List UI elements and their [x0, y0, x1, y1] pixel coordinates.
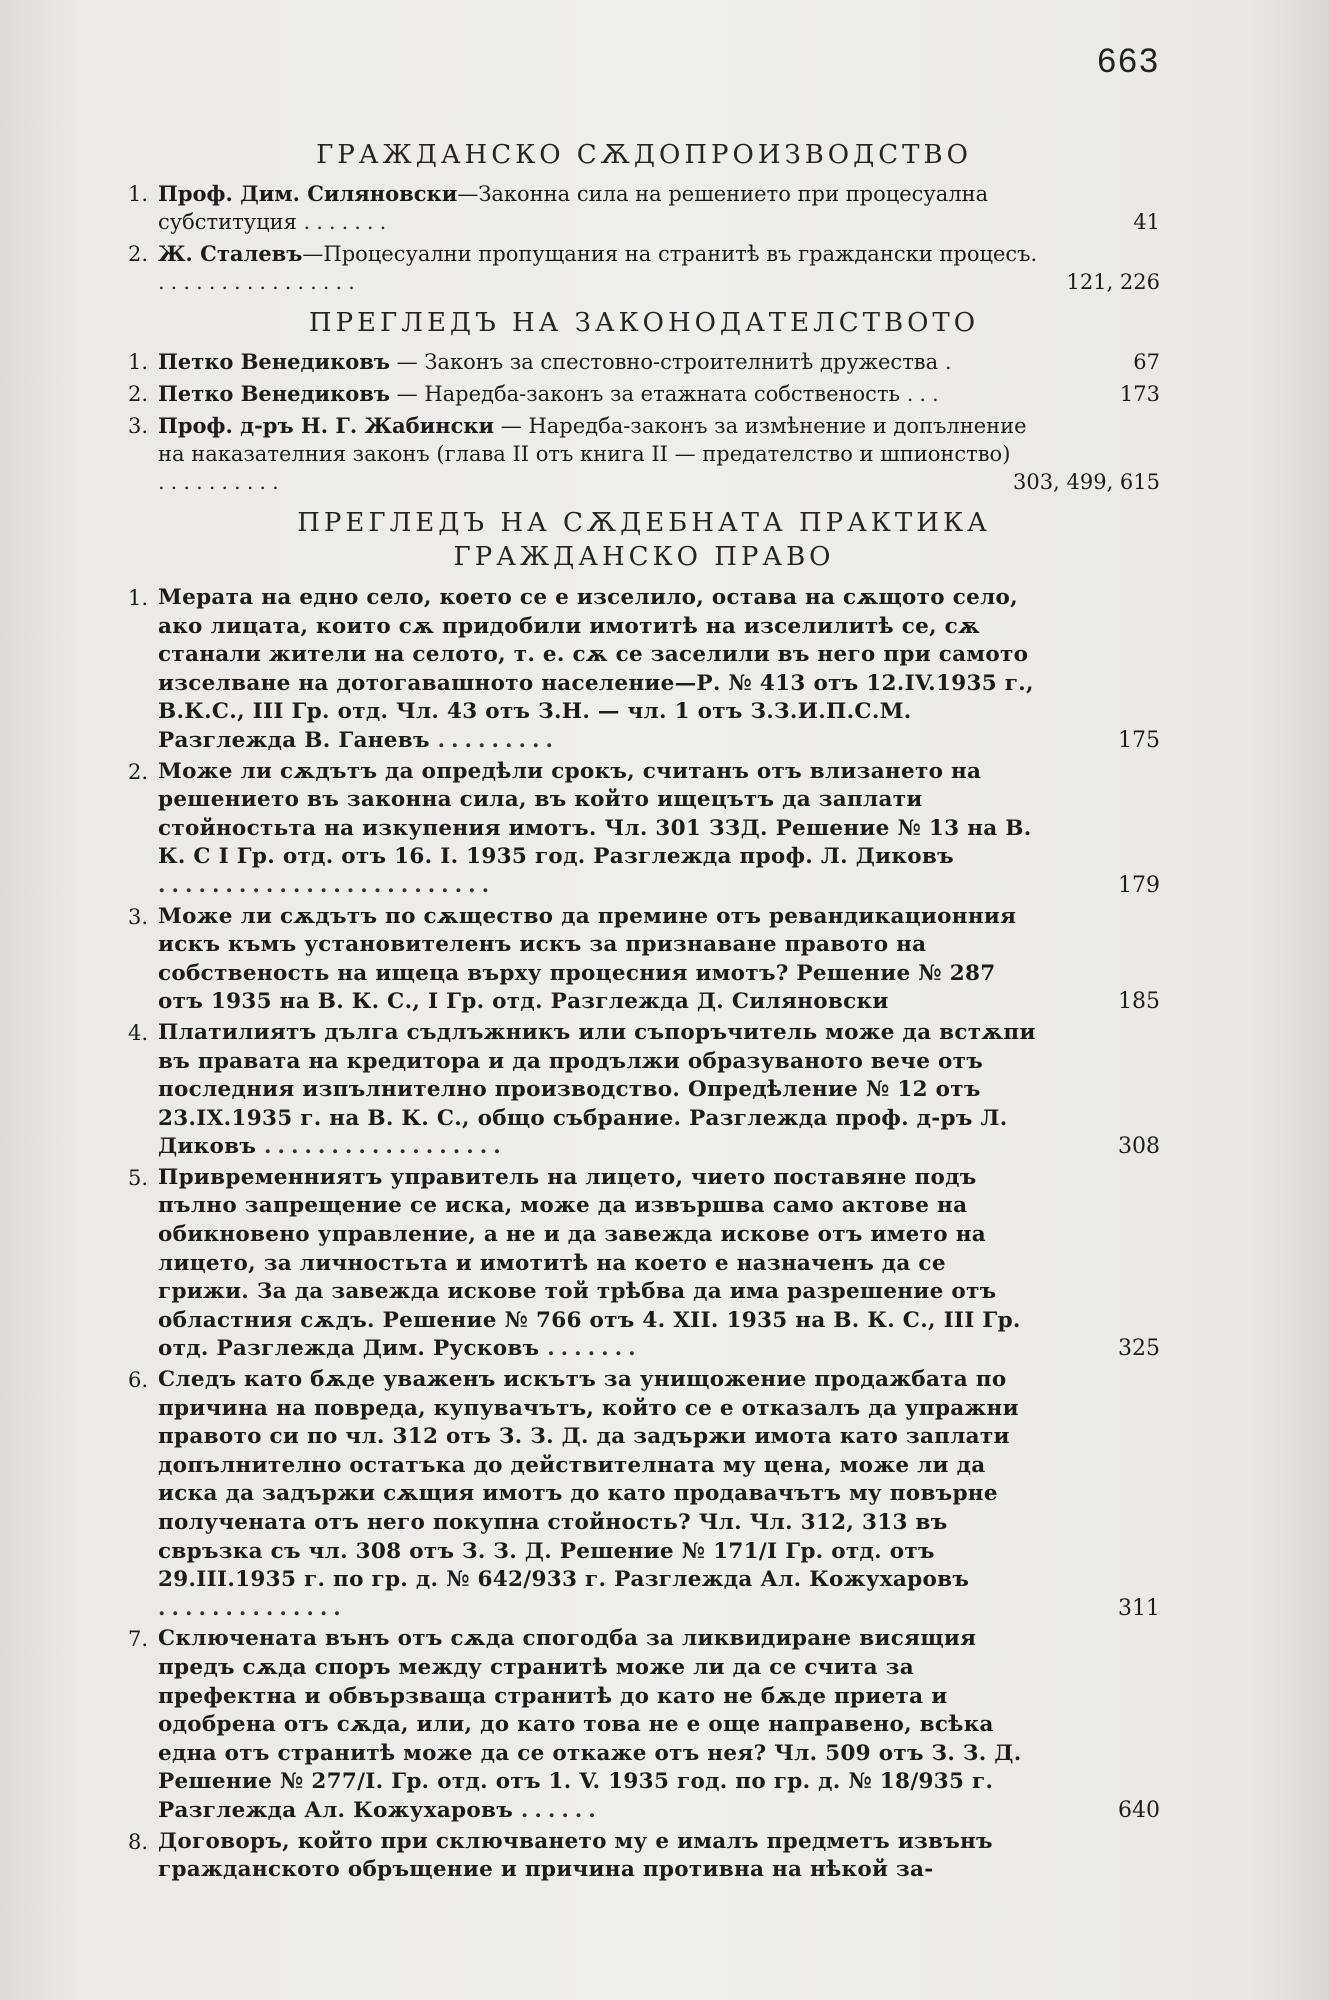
- index-entry: [128, 1625, 1160, 1825]
- entry-pages: 325: [1118, 1336, 1160, 1362]
- leader-dots: ...: [906, 382, 945, 406]
- entry-author: Петко Венедиковъ: [158, 381, 390, 406]
- entry-number: 1.: [128, 182, 149, 206]
- index-entry: [128, 1164, 1160, 1364]
- leader-dots: ..................: [263, 1134, 507, 1160]
- index-entry: [128, 180, 1160, 236]
- entry-pages: 640: [1118, 1797, 1160, 1823]
- section-case-law-review: [128, 506, 1160, 1885]
- entry-title: Следъ като бѫде уваженъ искътъ за унищожение продажбата по причина на повреда, купувачътъ, който се е отказалъ да упражни правото си по чл. 312 отъ З. З. Д. да задържи имота като заплати допълнително остатъка до действителната му цена, може ли да иска да задържи сѫщия имотъ до като продавачътъ му повърне получената отъ него покупна стойность? Чл. Чл. 312, 313 въ свръзка съ чл. 308 отъ З. З. Д. Решение № 171/I Гр. отд. отъ 29.III.1935 г. по гр. д. № 642/933 г. Разглежда Ал. Кожухаровъ: [158, 1367, 1019, 1593]
- entry-number: 6.: [128, 1368, 149, 1393]
- index-entry: [128, 240, 1160, 296]
- section-legislation-review: [128, 306, 1160, 496]
- index-entry: [128, 758, 1160, 901]
- entry-author: Проф. Дим. Силяновски: [158, 181, 458, 206]
- index-entry: [128, 412, 1160, 496]
- section-heading: ПРЕГЛЕДЪ НА ЗАКОНОДАТЕЛСТВОТО: [308, 308, 980, 338]
- index-entry: [128, 1019, 1160, 1162]
- section-civil-procedure: [128, 138, 1160, 296]
- entry-title: Може ли сѫдътъ по сѫщество да премине отъ ревандикационния искъ къмъ установителенъ искъ за признаване правото на собственость на ищеца върху процесния имотъ? Решение № 287 отъ 1935 на В. К. С., I Гр. отд. Разглежда Д. Силяновски: [158, 903, 1017, 1015]
- index-entry: [128, 1366, 1160, 1623]
- entry-number: 5.: [128, 1165, 149, 1190]
- index-entry: [128, 903, 1160, 1017]
- entry-text: [158, 1164, 1160, 1364]
- entry-title: Може ли сѫдътъ да опредѣли срокъ, считанъ отъ влизането на решението въ законна сила, въ който ищецътъ да заплати стойностьта на изкупения имотъ. Чл. 301 ЗЗД. Решение № 13 на В. К. С I Гр. отд. отъ 16. I. 1935 год. Разглежда проф. Л. Диковъ: [158, 758, 1032, 870]
- entry-text: [158, 1019, 1160, 1162]
- section-heading: ГРАЖДАНСКО СѪДОПРОИЗВОДСТВО: [316, 140, 972, 170]
- entry-number: 4.: [128, 1020, 149, 1045]
- page-number: 663: [1097, 42, 1160, 80]
- entry-number: 1.: [128, 586, 149, 610]
- entry-pages: 303, 499, 615: [1013, 470, 1160, 494]
- entry-number: 3.: [128, 414, 149, 438]
- entry-title: Договоръ, който при сключването му е ималъ предметъ извънъ гражданското обръщение и причина противна на нѣкой за-: [158, 1828, 993, 1883]
- entry-title: —Процесуални пропущания на странитѣ въ граждански процесъ.: [302, 242, 1038, 266]
- entry-pages: 41: [1133, 210, 1160, 234]
- entry-title: — Наредба-законъ за етажната собственость: [389, 382, 900, 406]
- leader-dots: .: [944, 350, 958, 374]
- entry-text: [158, 1828, 1160, 1885]
- entry-number: 2.: [128, 242, 149, 266]
- entry-text: [158, 240, 1160, 296]
- leader-dots: .......: [547, 1336, 642, 1362]
- entry-author: Проф. д-ръ Н. Г. Жабински: [158, 413, 495, 438]
- entry-text: [158, 348, 1160, 376]
- entry-number: 1.: [128, 350, 149, 374]
- entry-number: 8.: [128, 1829, 149, 1854]
- entry-title: Привременниятъ управитель на лицето, чието поставяне подъ пълно запрещение се иска, може да извършва само актове на обикновено управление, а не и да завежда искове отъ името на лицето, за личностьта и имотитѣ на което е назначенъ да се грижи. За да завежда искове той трѣбва да има разрешение отъ областния сѫдъ. Решение № 766 отъ 4. XII. 1935 на В. К. С., III Гр. отд. Разглежда Дим. Русковъ: [158, 1164, 1021, 1362]
- section-subheading: ГРАЖДАНСКО ПРАВО: [453, 542, 835, 572]
- entry-pages: 308: [1118, 1134, 1160, 1160]
- entry-pages: 179: [1118, 872, 1160, 898]
- entry-text: [158, 758, 1160, 901]
- leader-dots: .........................: [158, 872, 496, 898]
- entry-title: Платилиятъ дълга съдлъжникъ или съпоръчитель може да встѫпи въ правата на кредитора и да продължи образуваното вече отъ последния изпълнително производство. Опредѣление № 12 отъ 23.IX.1935 г. на В. К. С., общо събрание. Разглежда проф. д-ръ Л. Диковъ: [158, 1019, 1036, 1160]
- index-entry: [128, 380, 1160, 408]
- section-heading: ПРЕГЛЕДЪ НА СѪДЕБНАТА ПРАКТИКА: [297, 508, 991, 538]
- entry-title: — Наредба-законъ за измѣнение и допълнение на наказателния законъ (глава II отъ книга II — предателство и шпионство): [158, 414, 1027, 466]
- entry-title: —Законна сила на решението при процесуална субституция: [158, 182, 989, 234]
- leader-dots: .......: [303, 210, 393, 234]
- entry-title: Сключената вънъ отъ сѫда спогодба за ликвидиране висящия предъ сѫда споръ между странитѣ може ли да се счита за префектна и обвързваща странитѣ до като не бѫде приета и одобрена отъ сѫда, или, до като това не е още направено, всѣка една отъ странитѣ може да се откаже отъ нея? Чл. 509 отъ З. З. Д. Решение № 277/I. Гр. отд. отъ 1. V. 1935 год. по гр. д. № 18/935 г. Разглежда Ал. Кожухаровъ: [158, 1626, 1022, 1823]
- index-entry: [128, 584, 1160, 756]
- entry-text: [158, 180, 1160, 236]
- index-entry: [128, 1828, 1160, 1885]
- entry-pages: 185: [1118, 989, 1160, 1015]
- entry-author: Петко Венедиковъ: [158, 349, 390, 374]
- leader-dots: ................: [158, 270, 361, 294]
- leader-dots: ..............: [158, 1595, 347, 1621]
- entry-title: Мерата на едно село, което се е изселило, остава на сѫщото село, ако лицата, които сѫ придобили имотитѣ на изселилитѣ се, сѫ станали жители на селото, т. е. сѫ се заселили въ него при самото изселване на дотогавашното население—Р. № 413 отъ 12.IV.1935 г., В.К.С., III Гр. отд. Чл. 43 отъ З.Н. — чл. 1 отъ З.З.И.П.С.М. Разглежда В. Ганевъ: [158, 585, 1034, 753]
- entry-text: [158, 380, 1160, 408]
- entry-text: [158, 412, 1160, 496]
- entry-text: [158, 1366, 1160, 1623]
- entry-text: [158, 903, 1160, 1017]
- entry-pages: 121, 226: [1066, 270, 1160, 294]
- entry-pages: 67: [1133, 350, 1160, 374]
- leader-dots: .........: [437, 727, 559, 753]
- entry-pages: 311: [1118, 1595, 1160, 1621]
- entry-number: 7.: [128, 1627, 149, 1652]
- leader-dots: ..........: [158, 470, 285, 494]
- leader-dots: ......: [520, 1797, 602, 1823]
- entry-pages: 173: [1119, 382, 1160, 406]
- entry-text: [158, 584, 1160, 756]
- entry-author: Ж. Сталевъ: [158, 241, 303, 266]
- index-content: [128, 128, 1160, 1887]
- entry-number: 2.: [128, 382, 149, 406]
- index-entry: [128, 348, 1160, 376]
- entry-number: 2.: [128, 759, 149, 784]
- entry-pages: 175: [1118, 727, 1160, 753]
- entry-number: 3.: [128, 904, 149, 929]
- entry-text: [158, 1625, 1160, 1825]
- entry-title: — Законъ за спестовно-строителнитѣ дружества: [389, 350, 939, 374]
